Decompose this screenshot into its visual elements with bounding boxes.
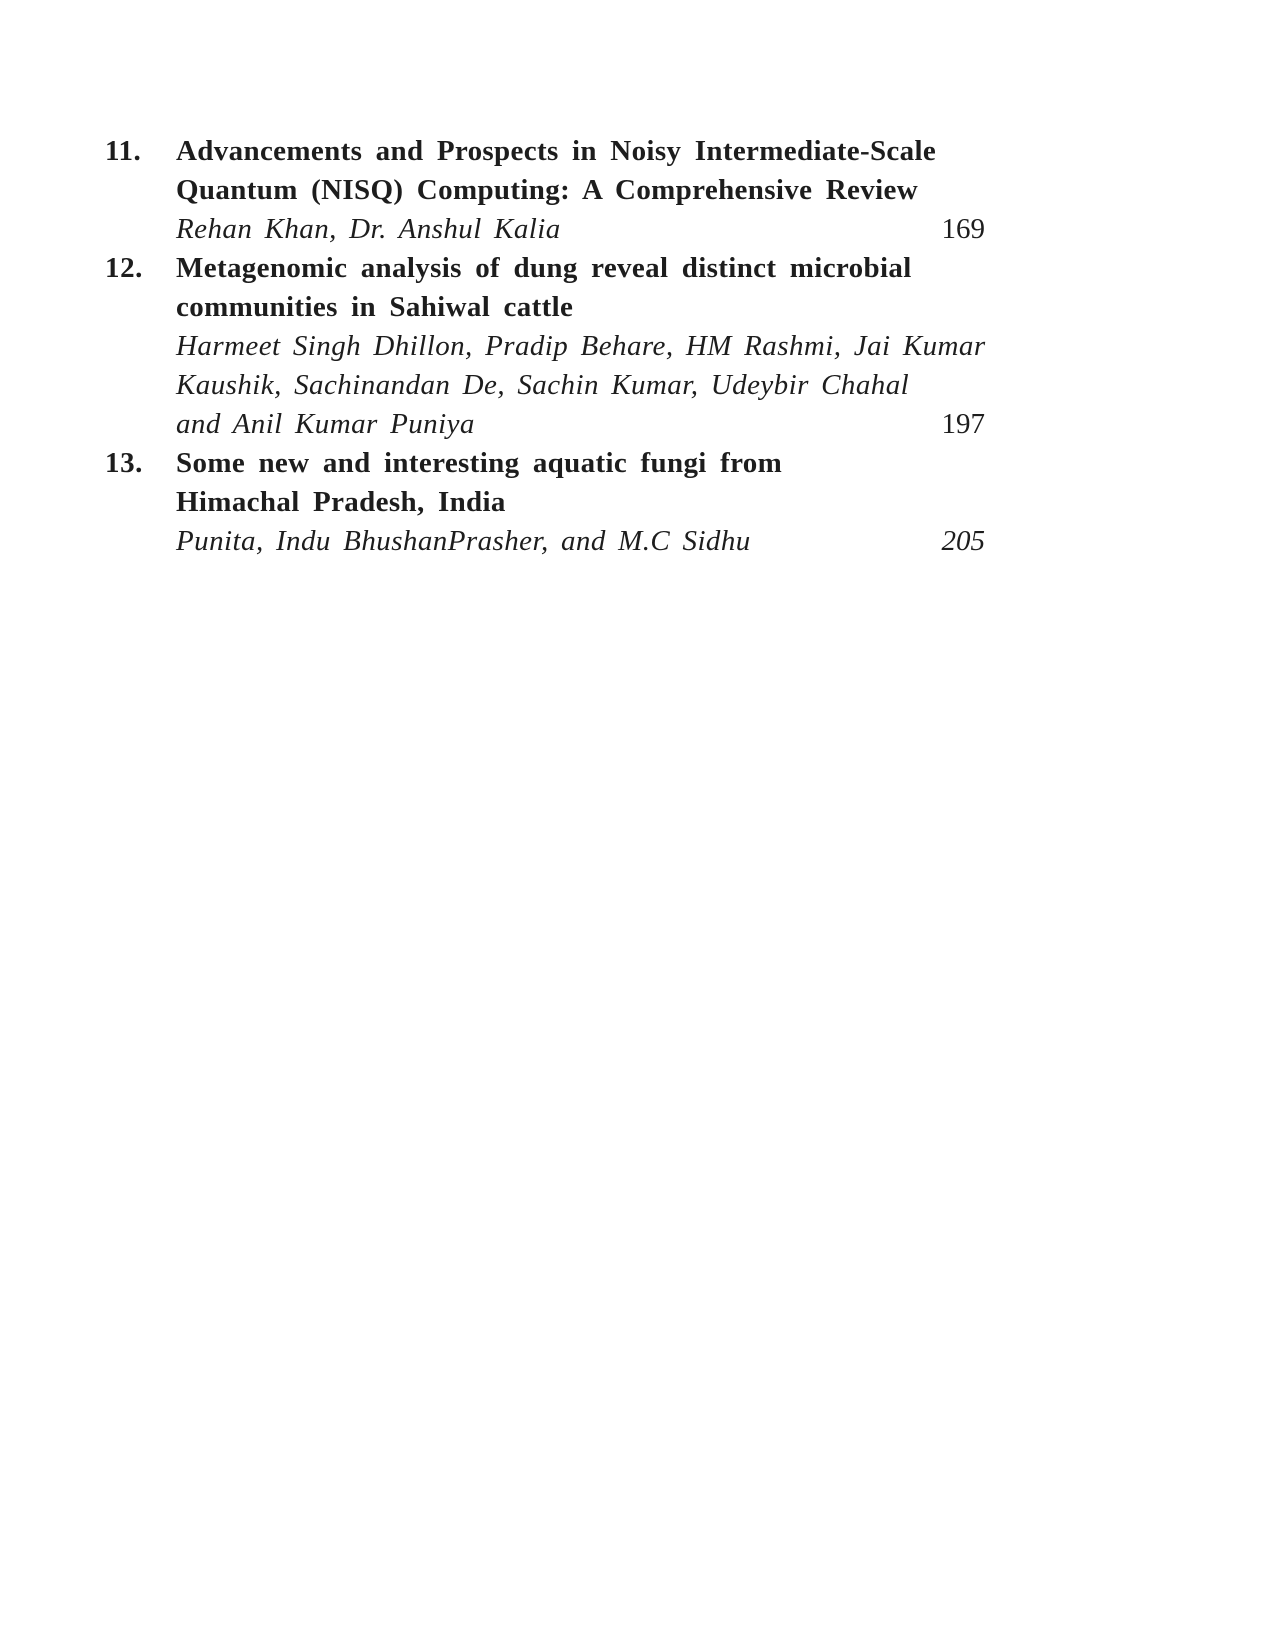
entry-title-line: Himachal Pradesh, India — [176, 486, 506, 518]
entry-page-number: 169 — [941, 213, 985, 245]
entry-authors-line: Kaushik, Sachinandan De, Sachin Kumar, Udeybir Chahal — [176, 369, 910, 401]
entry-number: 11. — [105, 135, 142, 167]
entry-authors-line: and Anil Kumar Puniya — [176, 408, 475, 440]
table-of-contents — [105, 132, 985, 561]
toc-entry — [105, 249, 985, 444]
entry-title-line: Quantum (NISQ) Computing: A Comprehensive Review — [176, 174, 919, 206]
entry-title-line: Some new and interesting aquatic fungi from — [176, 447, 783, 479]
entry-authors-line: Punita, Indu BhushanPrasher, and M.C Sidhu — [176, 525, 751, 557]
toc-entry — [105, 444, 985, 561]
entry-title-line: Metagenomic analysis of dung reveal distinct microbial — [176, 252, 912, 284]
entry-authors-line: Harmeet Singh Dhillon, Pradip Behare, HM Rashmi, Jai Kumar — [176, 330, 986, 362]
entry-content — [176, 444, 938, 561]
entry-title-line: communities in Sahiwal cattle — [176, 291, 574, 323]
entry-number: 13. — [105, 447, 143, 479]
entry-authors-line: Rehan Khan, Dr. Anshul Kalia — [176, 213, 561, 245]
toc-entry — [105, 132, 985, 249]
entry-page-number: 197 — [941, 408, 985, 440]
entry-content — [176, 132, 938, 249]
entry-title-line: Advancements and Prospects in Noisy Intermediate-Scale — [176, 135, 937, 167]
entry-number: 12. — [105, 252, 143, 284]
entry-page-number: 205 — [941, 525, 985, 557]
